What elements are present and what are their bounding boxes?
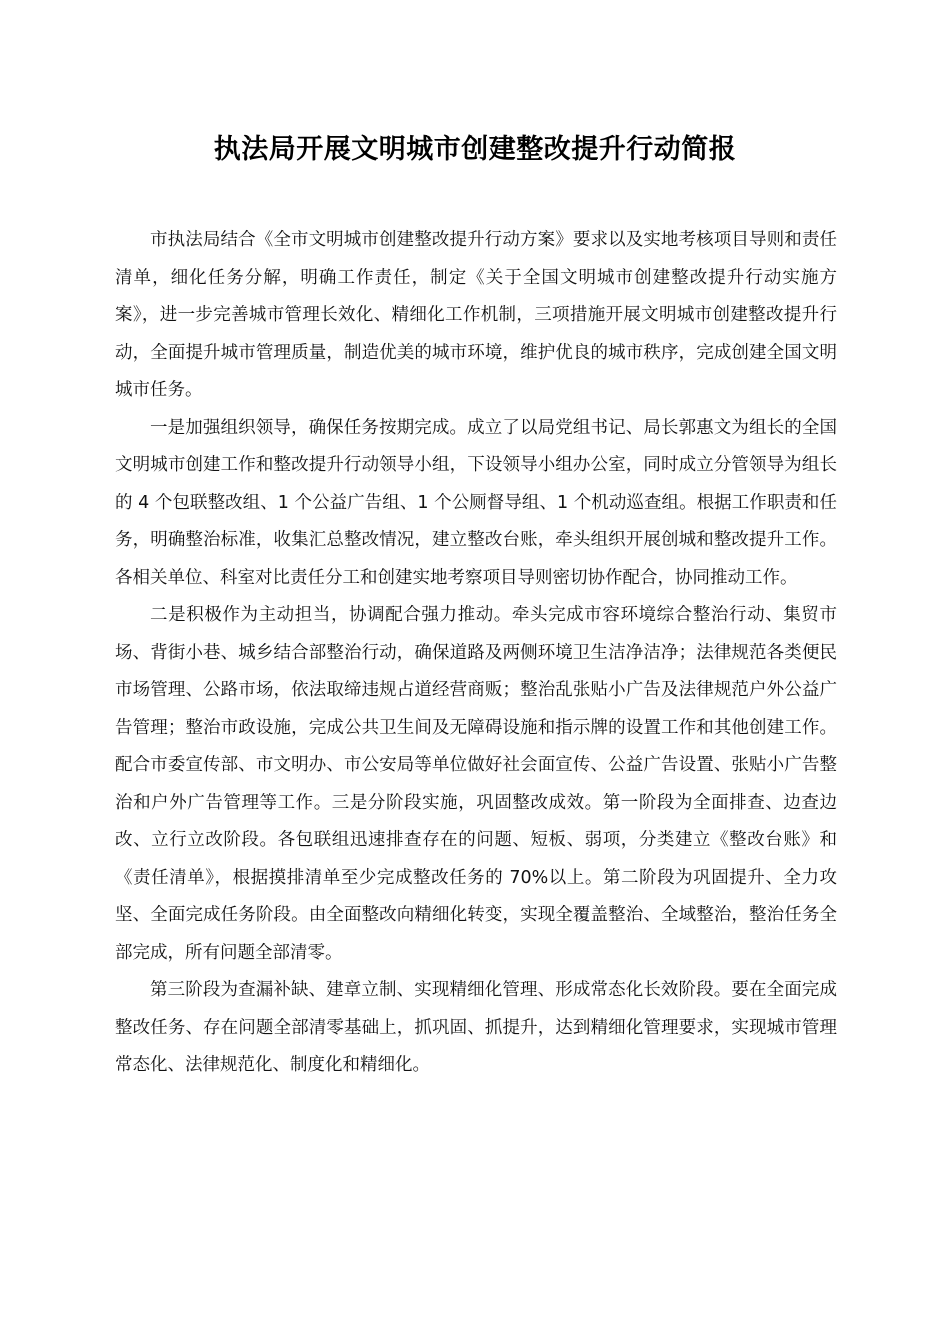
- paragraph-intro: 市执法局结合《全市文明城市创建整改提升行动方案》要求以及实地考核项目导则和责任清单，细化任务分解，明确工作责任，制定《关于全国文明城市创建整改提升行动实施方案》，进一步完善城市管理长效化、精细化工作机制，三项措施开展文明城市创建整改提升行动，全面提升城市管理质量，制造优美的城市环境，维护优良的城市秩序，完成创建全国文明城市任务。: [115, 230, 837, 400]
- document-title: 执法局开展文明城市创建整改提升行动简报: [213, 134, 737, 165]
- paragraph-organization: 一是加强组织领导，确保任务按期完成。成立了以局党组书记、局长郭惠文为组长的全国文明城市创建工作和整改提升行动领导小组，下设领导小组办公室，同时成立分管领导为组长的 4 个包联整改组、1 个公益广告组、1 个公厕督导组、1 个机动巡查组。根据工作职责和任务，明确整治标准，收集汇总整改情况，建立整改台账，牵头组织开展创城和整改提升工作。各相关单位、科室对比责任分工和创建实地考察项目导则密切协作配合，协同推动工作。: [115, 417, 837, 588]
- paragraph-coordination: 二是积极作为主动担当，协调配合强力推动。牵头完成市容环境综合整治行动、集贸市场、背街小巷、城乡结合部整治行动，确保道路及两侧环境卫生洁净洁净；法律规范各类便民市场管理、公路市场，依法取缔违规占道经营商贩；整治乱张贴小广告及法律规范户外公益广告管理；整治市政设施，完成公共卫生间及无障碍设施和指示牌的设置工作和其他创建工作。配合市委宣传部、市文明办、市公安局等单位做好社会面宣传、公益广告设置、张贴小广告整治和户外广告管理等工作。三是分阶段实施，巩固整改成效。第一阶段为全面排查、边查边改、立行立改阶段。各包联组迅速排查存在的问题、短板、弱项，分类建立《整改台账》和《责任清单》，根据摸排清单至少完成整改任务的 70%以上。第二阶段为巩固提升、全力攻坚、全面完成任务阶段。由全面整改向精细化转变，实现全覆盖整治、全域整治，整治任务全部完成，所有问题全部清零。: [115, 605, 837, 963]
- document-body: [115, 222, 837, 1085]
- paragraph-phase-three: 第三阶段为查漏补缺、建章立制、实现精细化管理、形成常态化长效阶段。要在全面完成整改任务、存在问题全部清零基础上，抓巩固、抓提升，达到精细化管理要求，实现城市管理常态化、法律规范化、制度化和精细化。: [115, 980, 837, 1075]
